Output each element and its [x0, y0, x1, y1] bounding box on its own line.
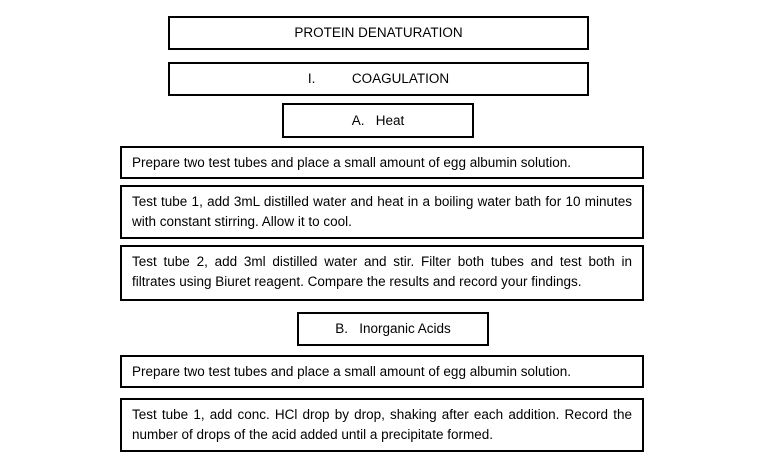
subsection-b-letter: B. [335, 321, 348, 336]
subsection-b-heading: Inorganic Acids [359, 321, 451, 336]
step-box [120, 185, 644, 239]
step-text: Prepare two test tubes and place a small amount of egg albumin solution. [132, 155, 572, 170]
step-text: Test tube 1, add 3mL distilled water and heat in a boiling water bath for 10 minutes with constant stirring. Allow it to cool. [132, 194, 632, 229]
step-text: Test tube 2, add 3ml distilled water and stir. Filter both tubes and test both in filtrates using Biuret reagent. Compare the results and record your findings. [132, 254, 632, 289]
step-text: Test tube 1, add conc. HCl drop by drop, shaking after each addition. Record the number of drops of the acid added until a precipitate formed. [132, 407, 632, 442]
subsection-b-heading-box [297, 312, 489, 346]
subsection-a-heading-box [282, 103, 474, 138]
step-text: Prepare two test tubes and place a small amount of egg albumin solution. [132, 364, 572, 379]
step-box [120, 245, 644, 301]
step-box [120, 398, 644, 452]
subsection-a-heading: Heat [375, 112, 405, 128]
step-box [120, 146, 644, 179]
section-numeral: I. [307, 71, 316, 86]
section-heading: COAGULATION [351, 71, 450, 86]
section-heading-box [168, 62, 589, 96]
step-box [120, 355, 644, 388]
page-title: PROTEIN DENATURATION [294, 25, 463, 40]
subsection-a-letter: A. [351, 112, 365, 128]
page-title-box [168, 16, 589, 50]
